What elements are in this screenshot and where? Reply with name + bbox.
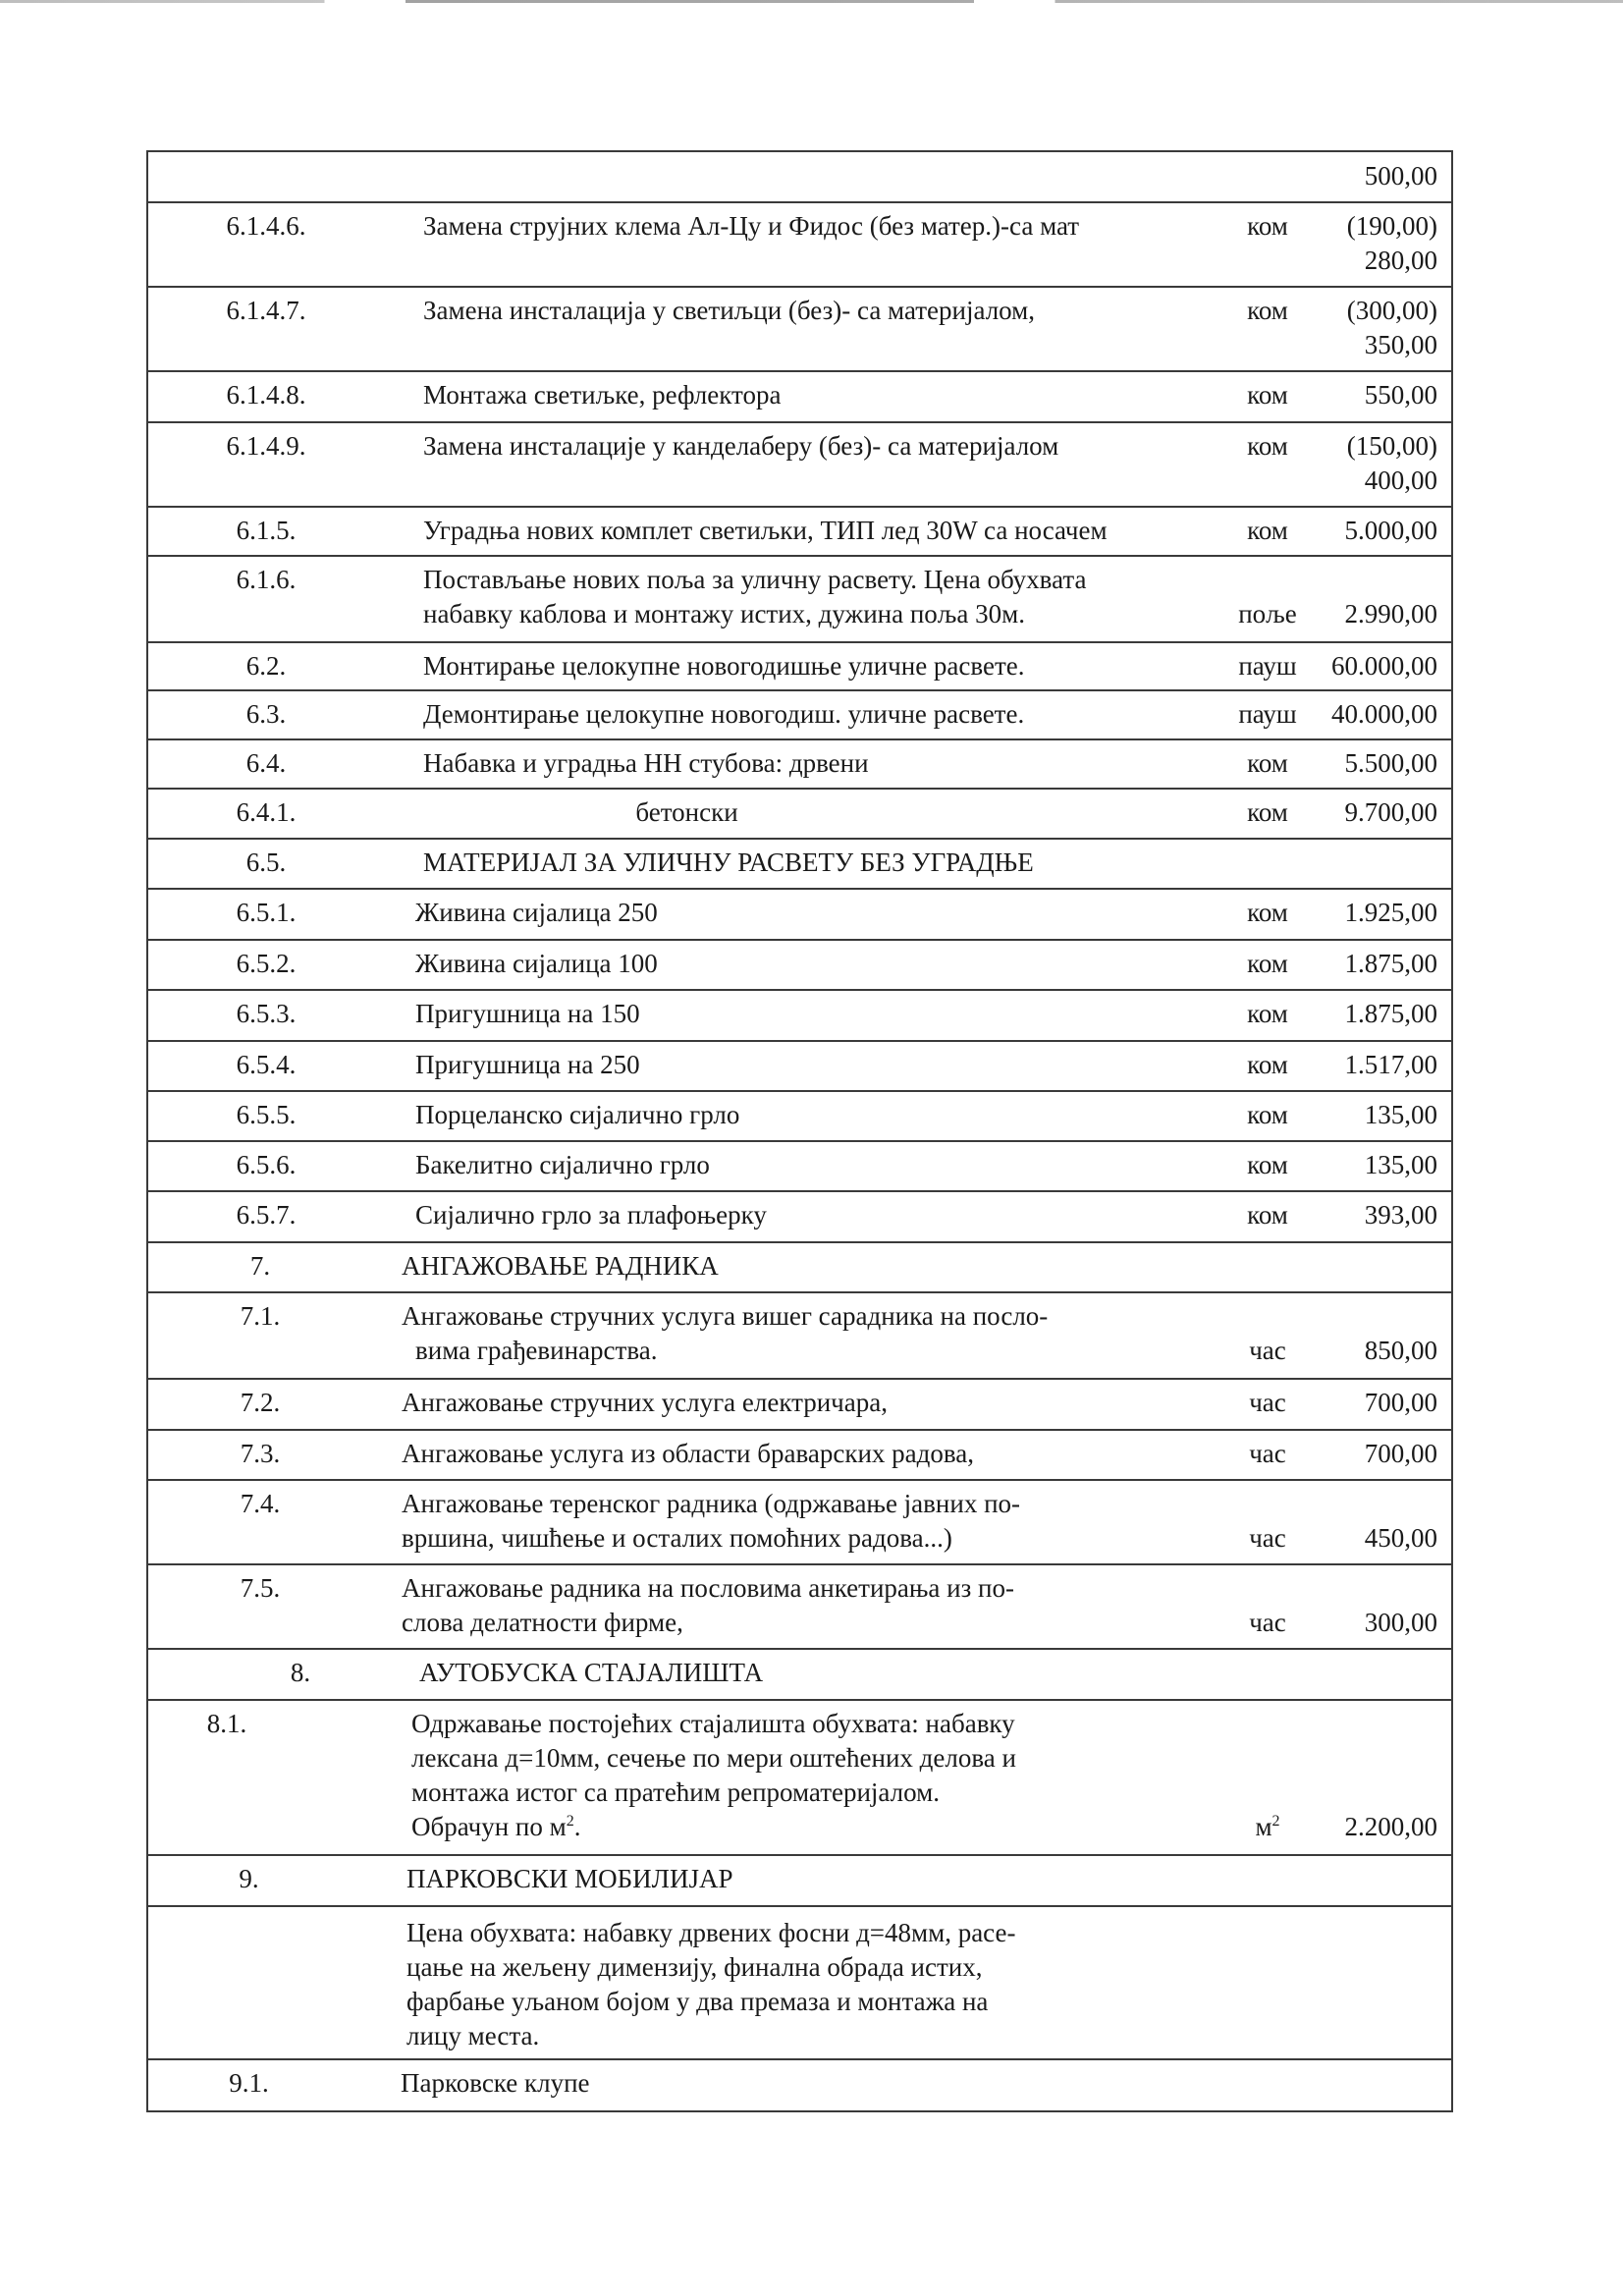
- item-unit: час: [1249, 1388, 1286, 1417]
- item-description: Монтирање целокупне новогодишње уличне расвете.: [423, 651, 1025, 681]
- item-number: 7.1.: [240, 1301, 281, 1331]
- table-row: [148, 557, 1451, 643]
- price: 5.000,00: [1344, 516, 1437, 545]
- item-description: Пригушница на 150: [415, 999, 640, 1028]
- item-description-line: набавку каблова и монтажу истих, дужина поља 30м.: [423, 599, 1025, 629]
- price: 2.990,00: [1344, 599, 1437, 629]
- price: 2.200,00: [1344, 1812, 1437, 1841]
- table-row: [148, 991, 1451, 1042]
- table-row: [148, 890, 1451, 941]
- item-number: 6.5.6.: [236, 1150, 297, 1179]
- section-title: АНГАЖОВАЊЕ РАДНИКА: [402, 1251, 719, 1281]
- item-unit: ком: [1247, 211, 1288, 241]
- section-row: [148, 1243, 1451, 1293]
- item-number: 6.5.3.: [236, 999, 297, 1028]
- item-number: 6.5.7.: [236, 1200, 297, 1230]
- item-number: 6.1.4.7.: [226, 296, 306, 325]
- description-line: фарбање уљаном бојом у два премаза и монтажа на: [406, 1987, 989, 2016]
- section-number: 8.: [290, 1658, 311, 1687]
- price: 135,00: [1364, 1150, 1437, 1179]
- item-unit: час: [1249, 1523, 1286, 1553]
- section-row: [148, 1650, 1451, 1701]
- item-unit: ком: [1247, 1100, 1288, 1129]
- section-number: 6.5.: [245, 847, 287, 877]
- section-number: 9.: [239, 1864, 259, 1893]
- item-unit: ком: [1247, 898, 1288, 927]
- item-number: 9.1.: [229, 2068, 269, 2098]
- price: 1.925,00: [1344, 898, 1437, 927]
- item-description: Набавка и уградња НН стубова: дрвени: [423, 748, 869, 778]
- section-title: МАТЕРИЈАЛ ЗА УЛИЧНУ РАСВЕТУ БЕЗ УГРАДЊЕ: [423, 847, 1034, 877]
- item-description-line: слова делатности фирме,: [402, 1608, 683, 1637]
- item-description: Ангажовање стручних услуга електричара,: [402, 1388, 888, 1417]
- item-unit: ком: [1247, 949, 1288, 978]
- item-number: 6.5.1.: [236, 898, 297, 927]
- item-number: 6.2.: [245, 651, 287, 681]
- item-description-line: Обрачун по $м^2$.: [411, 1812, 581, 1841]
- item-number: 8.1.: [206, 1709, 247, 1738]
- item-description: Замена инсталација у светиљци (без)- са материјалом,: [423, 296, 1035, 325]
- price: 60.000,00: [1331, 651, 1437, 681]
- table-row: [148, 1701, 1451, 1856]
- table-row: [148, 1380, 1451, 1431]
- price: 5.500,00: [1344, 748, 1437, 778]
- price: 135,00: [1364, 1100, 1437, 1129]
- table-row: [148, 372, 1451, 423]
- price: 700,00: [1364, 1439, 1437, 1468]
- section-title: АУТОБУСКА СТАЈАЛИШТА: [419, 1658, 764, 1687]
- description-line: Цена обухвата: набавку дрвених фосни д=48мм, расе-: [406, 1918, 1016, 1947]
- item-description: Сијалично грло за плафоњерку: [415, 1200, 767, 1230]
- item-description: Замена инсталације у канделаберу (без)- са материјалом: [423, 431, 1059, 461]
- item-number: 7.5.: [240, 1573, 281, 1603]
- table-row: [148, 643, 1451, 691]
- price-old: (150,00): [1346, 431, 1437, 461]
- item-number: 7.2.: [240, 1388, 281, 1417]
- item-unit: пауш: [1238, 699, 1297, 729]
- table-row: [148, 1431, 1451, 1481]
- table-row: [148, 740, 1451, 790]
- item-description: Парковске клупе: [401, 2068, 590, 2098]
- price-old: (300,00): [1346, 296, 1437, 325]
- item-number: 6.1.5.: [236, 516, 297, 545]
- item-description: Порцеланско сијалично грло: [415, 1100, 740, 1129]
- item-unit: час: [1249, 1439, 1286, 1468]
- price: 450,00: [1364, 1523, 1437, 1553]
- table-row: [148, 1142, 1451, 1192]
- price: 1.875,00: [1344, 999, 1437, 1028]
- section-number: 7.: [249, 1251, 271, 1281]
- section-row: [148, 840, 1451, 890]
- item-number: 6.1.4.9.: [226, 431, 306, 461]
- item-number: 6.5.5.: [236, 1100, 297, 1129]
- item-description: Живина сијалица 100: [415, 949, 658, 978]
- section-row: [148, 1856, 1451, 1907]
- item-number: 7.3.: [240, 1439, 281, 1468]
- item-unit: $м^2$: [1255, 1812, 1280, 1841]
- item-unit: пауш: [1238, 651, 1297, 681]
- item-number: 6.5.4.: [236, 1050, 297, 1079]
- item-unit: ком: [1247, 296, 1288, 325]
- item-description: Живина сијалица 250: [415, 898, 658, 927]
- table-row: [148, 1192, 1451, 1243]
- item-unit: ком: [1247, 1050, 1288, 1079]
- price: 1.875,00: [1344, 949, 1437, 978]
- item-unit: ком: [1247, 1150, 1288, 1179]
- price: 1.517,00: [1344, 1050, 1437, 1079]
- item-description: Пригушница на 250: [415, 1050, 640, 1079]
- price: 350,00: [1364, 330, 1437, 359]
- item-number: 6.1.6.: [236, 565, 297, 594]
- item-description: Постављање нових поља за уличну расвету. Цена обухвата: [423, 565, 1087, 594]
- table-row: [148, 1092, 1451, 1142]
- item-description-line: монтажа истог са пратећим репроматеријалом.: [411, 1777, 940, 1807]
- item-unit: час: [1249, 1336, 1286, 1365]
- table-row: [148, 790, 1451, 840]
- item-number: 6.4.: [245, 748, 287, 778]
- price-old: (190,00): [1346, 211, 1437, 241]
- item-number: 6.5.2.: [236, 949, 297, 978]
- item-description: Бакелитно сијалично грло: [415, 1150, 710, 1179]
- item-description: Ангажовање теренског радника (одржавање јавних по-: [402, 1489, 1021, 1518]
- table-row: [148, 203, 1451, 288]
- item-number: 6.3.: [245, 699, 287, 729]
- item-unit: ком: [1247, 431, 1288, 461]
- price: 393,00: [1364, 1200, 1437, 1230]
- item-number: 6.4.1.: [236, 797, 297, 827]
- item-description-line: лексана д=10мм, сечење по мери оштећених делова и: [411, 1743, 1016, 1773]
- item-unit: поље: [1238, 599, 1297, 629]
- table-row: [148, 2060, 1451, 2110]
- table-row: [148, 508, 1451, 557]
- scan-edge: [0, 0, 1623, 3]
- table-row: [148, 691, 1451, 740]
- table-row: [148, 1481, 1451, 1565]
- section-title: ПАРКОВСКИ МОБИЛИЈАР: [406, 1864, 733, 1893]
- item-number: 6.1.4.8.: [226, 380, 306, 410]
- item-unit: час: [1249, 1608, 1286, 1637]
- price: 300,00: [1364, 1608, 1437, 1637]
- item-description-line: вршина, чишћење и осталих помоћних радова...): [402, 1523, 952, 1553]
- item-description: Демонтирање целокупне новогодиш. уличне расвете.: [423, 699, 1025, 729]
- item-description: Уградња нових комплет светиљки, ТИП лед 30W са носачем: [423, 516, 1108, 545]
- price: 700,00: [1364, 1388, 1437, 1417]
- item-description: Одржавање постојећих стајалишта обухвата: набавку: [411, 1709, 1015, 1738]
- table-row: [148, 1042, 1451, 1092]
- price: 550,00: [1364, 380, 1437, 410]
- item-number: 7.4.: [240, 1489, 281, 1518]
- description-line: цање на жељену димензију, финална обрада истих,: [406, 1952, 983, 1982]
- item-description: Ангажовање услуга из области браварских радова,: [402, 1439, 975, 1468]
- price-list-table: [146, 150, 1453, 2112]
- item-description: бетонски: [635, 797, 738, 827]
- price: 280,00: [1364, 246, 1437, 275]
- table-row: [148, 941, 1451, 991]
- price: 850,00: [1364, 1336, 1437, 1365]
- price: 9.700,00: [1344, 797, 1437, 827]
- item-description: Монтажа светиљке, рефлектора: [423, 380, 782, 410]
- item-unit: ком: [1247, 1200, 1288, 1230]
- price: 40.000,00: [1331, 699, 1437, 729]
- table-row: [148, 288, 1451, 372]
- table-row: [148, 423, 1451, 508]
- item-description: Ангажовање радника на пословима анкетирања из по-: [402, 1573, 1014, 1603]
- item-unit: ком: [1247, 999, 1288, 1028]
- item-unit: ком: [1247, 380, 1288, 410]
- item-unit: ком: [1247, 516, 1288, 545]
- item-description-line: вима грађевинарства.: [415, 1336, 658, 1365]
- item-unit: ком: [1247, 797, 1288, 827]
- item-number: 6.1.4.6.: [226, 211, 306, 241]
- price: 500,00: [1364, 161, 1437, 191]
- description-row: [148, 1907, 1451, 2060]
- item-description: Замена струјних клема Ал-Цу и Фидос (без матер.)-са мат: [423, 211, 1080, 241]
- table-row: [148, 1293, 1451, 1380]
- table-row: [148, 152, 1451, 203]
- description-line: лицу места.: [406, 2021, 540, 2050]
- price: 400,00: [1364, 465, 1437, 495]
- item-description: Ангажовање стручних услуга вишег сарадника на посло-: [402, 1301, 1049, 1331]
- item-unit: ком: [1247, 748, 1288, 778]
- table-row: [148, 1565, 1451, 1650]
